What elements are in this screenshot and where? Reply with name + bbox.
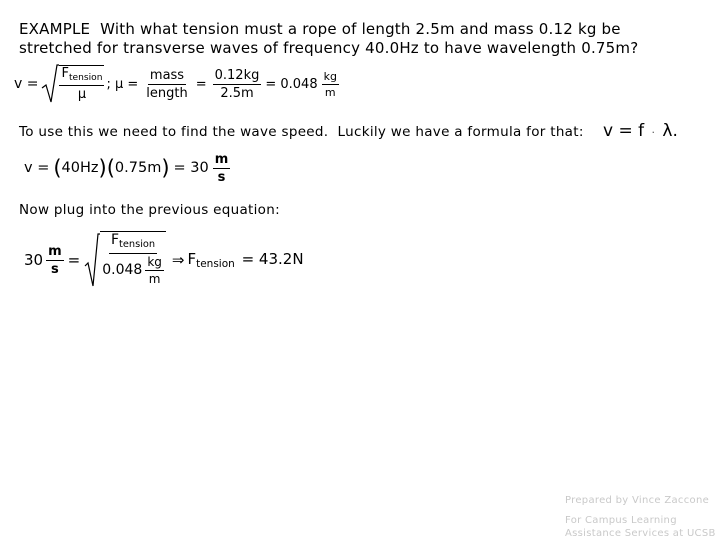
v-equals-f: v = f	[603, 121, 645, 141]
mu-unit	[322, 71, 339, 98]
mu-unit	[145, 256, 164, 285]
length-label: length	[146, 85, 188, 101]
equals-sign: =	[195, 76, 207, 92]
tension-subscript: tension	[196, 258, 235, 270]
mass-value: 0.12kg	[214, 67, 260, 83]
mass-length-values	[213, 69, 262, 100]
implies-arrow: ⇒	[171, 251, 185, 269]
problem-line-2: stretched for transverse waves of frequency 40.0Hz to have wavelength 0.75m?	[19, 39, 639, 57]
equals-sign: =	[67, 251, 81, 269]
open-paren: (	[53, 155, 62, 180]
unit-s: s	[217, 169, 226, 185]
lambda-symbol: λ.	[662, 121, 678, 141]
instruction-text: To use this we need to find the wave speed. Luckily we have a formula for that:	[19, 124, 584, 140]
close-paren: )(	[98, 155, 115, 180]
mass-over-length	[144, 69, 189, 100]
problem-line-1: EXAMPLE With what tension must a rope of length 2.5m and mass 0.12 kg be	[19, 20, 621, 38]
wave-formula	[603, 121, 678, 141]
f-symbol: F	[187, 250, 197, 268]
length-value: 2.5m	[220, 85, 254, 101]
sqrt-radical	[84, 232, 100, 288]
multiply-dot: ·	[651, 126, 656, 139]
tension-subscript: tension	[119, 239, 156, 251]
f-symbol: F	[61, 65, 69, 81]
tension-value: = 43.2N	[241, 250, 304, 268]
frequency-value: 40Hz	[61, 160, 99, 176]
footer-line-3: Assistance Services at UCSB	[565, 528, 716, 539]
footer-credit	[565, 494, 716, 540]
unit-kg: kg	[147, 254, 162, 269]
unit-m: m	[48, 243, 62, 259]
close-paren-2: )	[161, 155, 170, 180]
tension-over-mu	[100, 233, 166, 285]
f-symbol: F	[110, 232, 120, 249]
mu-result: = 0.048	[265, 76, 318, 92]
unit-m: m	[324, 85, 336, 99]
unit-s: s	[50, 261, 59, 277]
speed-unit	[213, 153, 231, 184]
unit-m: m	[148, 271, 161, 286]
footer-line-1: Prepared by Vince Zaccone	[565, 495, 710, 506]
unit-m: m	[214, 151, 229, 167]
speed-unit	[46, 245, 64, 276]
tension-subscript: tension	[68, 72, 103, 83]
instruction-text-2: Now plug into the previous equation:	[19, 202, 280, 218]
v-equals: v =	[24, 160, 50, 176]
mu-value: 0.048	[102, 262, 143, 279]
wavelength-value: 0.75m	[114, 160, 162, 176]
v-equals: v =	[14, 76, 39, 92]
unit-kg: kg	[323, 69, 337, 83]
sqrt-radical	[41, 64, 59, 104]
mu-symbol: μ	[77, 87, 87, 103]
tension-solution	[24, 232, 304, 288]
tension-over-mu	[59, 67, 104, 101]
mu-definition: ; μ =	[106, 76, 139, 92]
footer-line-2: For Campus Learning	[565, 515, 677, 526]
speed-result: = 30	[173, 160, 209, 176]
mass-label: mass	[149, 67, 185, 83]
speed-value: 30	[24, 251, 44, 269]
speed-calculation	[24, 153, 230, 183]
wave-speed-equation	[14, 64, 339, 104]
problem-statement	[19, 20, 638, 58]
tension-result	[187, 250, 303, 270]
